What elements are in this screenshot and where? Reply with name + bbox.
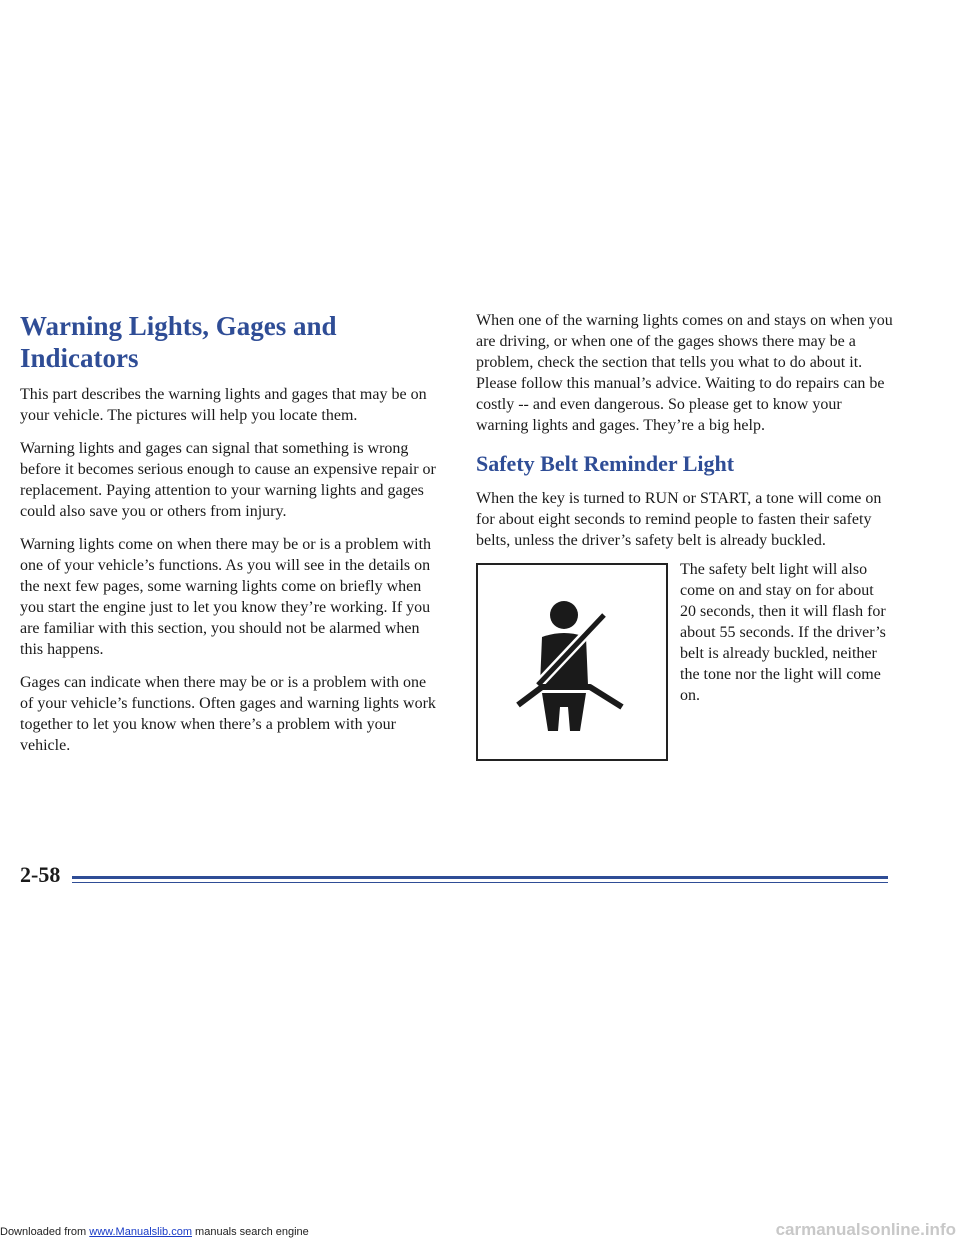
paragraph-1: This part describes the warning lights and gages that may be on your vehicle. The pictures will help you locate them. — [20, 386, 427, 424]
safety-belt-paragraph: When the key is turned to RUN or START, a tone will come on for about eight seconds to remind people to fasten their safety belts, unless the driver’s safety belt is already buckled. — [476, 490, 882, 549]
section-heading-safety-belt: Safety Belt Reminder Light — [476, 451, 735, 476]
credit-suffix: manuals search engine — [195, 1226, 309, 1238]
safety-belt-figure-row — [476, 563, 896, 793]
manualslib-link[interactable]: www.Manualslib.com — [89, 1226, 192, 1238]
footer-rule-thick — [72, 876, 888, 879]
left-column — [20, 310, 440, 768]
download-credit — [0, 1226, 309, 1238]
intro-paragraph: When one of the warning lights comes on and stays on when you are driving, or when one of the gages shows there may be a problem, check the section that tells you what to do about it. Please follow this manual’s advice. Waiting to do repairs can be costly -- and even dangerous. So please get to know your warning lights and gages. They’re a big help. — [476, 312, 893, 434]
section-heading-warning-lights: Warning Lights, Gages and Indicators — [20, 311, 337, 373]
right-column — [476, 310, 896, 793]
page-footer — [20, 862, 888, 892]
paragraph-2: Warning lights and gages can signal that something is wrong before it becomes serious enough to cause an expensive repair or replacement. Paying attention to your warning lights and gages could also save you or others from injury. — [20, 440, 436, 520]
watermark-logo: carmanualsonline.info — [775, 1220, 956, 1239]
paragraph-4: Gages can indicate when there may be or is a problem with one of your vehicle’s functions. Often gages and warning lights work together to let you know when there’s a problem with your vehicle. — [20, 674, 436, 754]
credit-prefix: Downloaded from — [0, 1226, 87, 1238]
page-number: 2-58 — [20, 862, 61, 887]
paragraph-3: Warning lights come on when there may be or is a problem with one of your vehicle’s functions. As you will see in the details on the next few pages, some warning lights come on briefly when you start the engine just to let you know they’re working. If you are familiar with this section, you should not be alarmed when this happens. — [20, 536, 432, 658]
belt-light-text: The safety belt light will also come on and stay on for about 20 seconds, then it will flash for about 55 seconds. If the driver’s belt is already buckled, neither the tone nor the light will come on. — [680, 561, 886, 704]
safety-belt-light-description — [680, 559, 890, 718]
safety-belt-light-box — [476, 563, 668, 761]
safety-belt-icon — [478, 565, 666, 759]
footer-rule-thin — [72, 882, 888, 883]
